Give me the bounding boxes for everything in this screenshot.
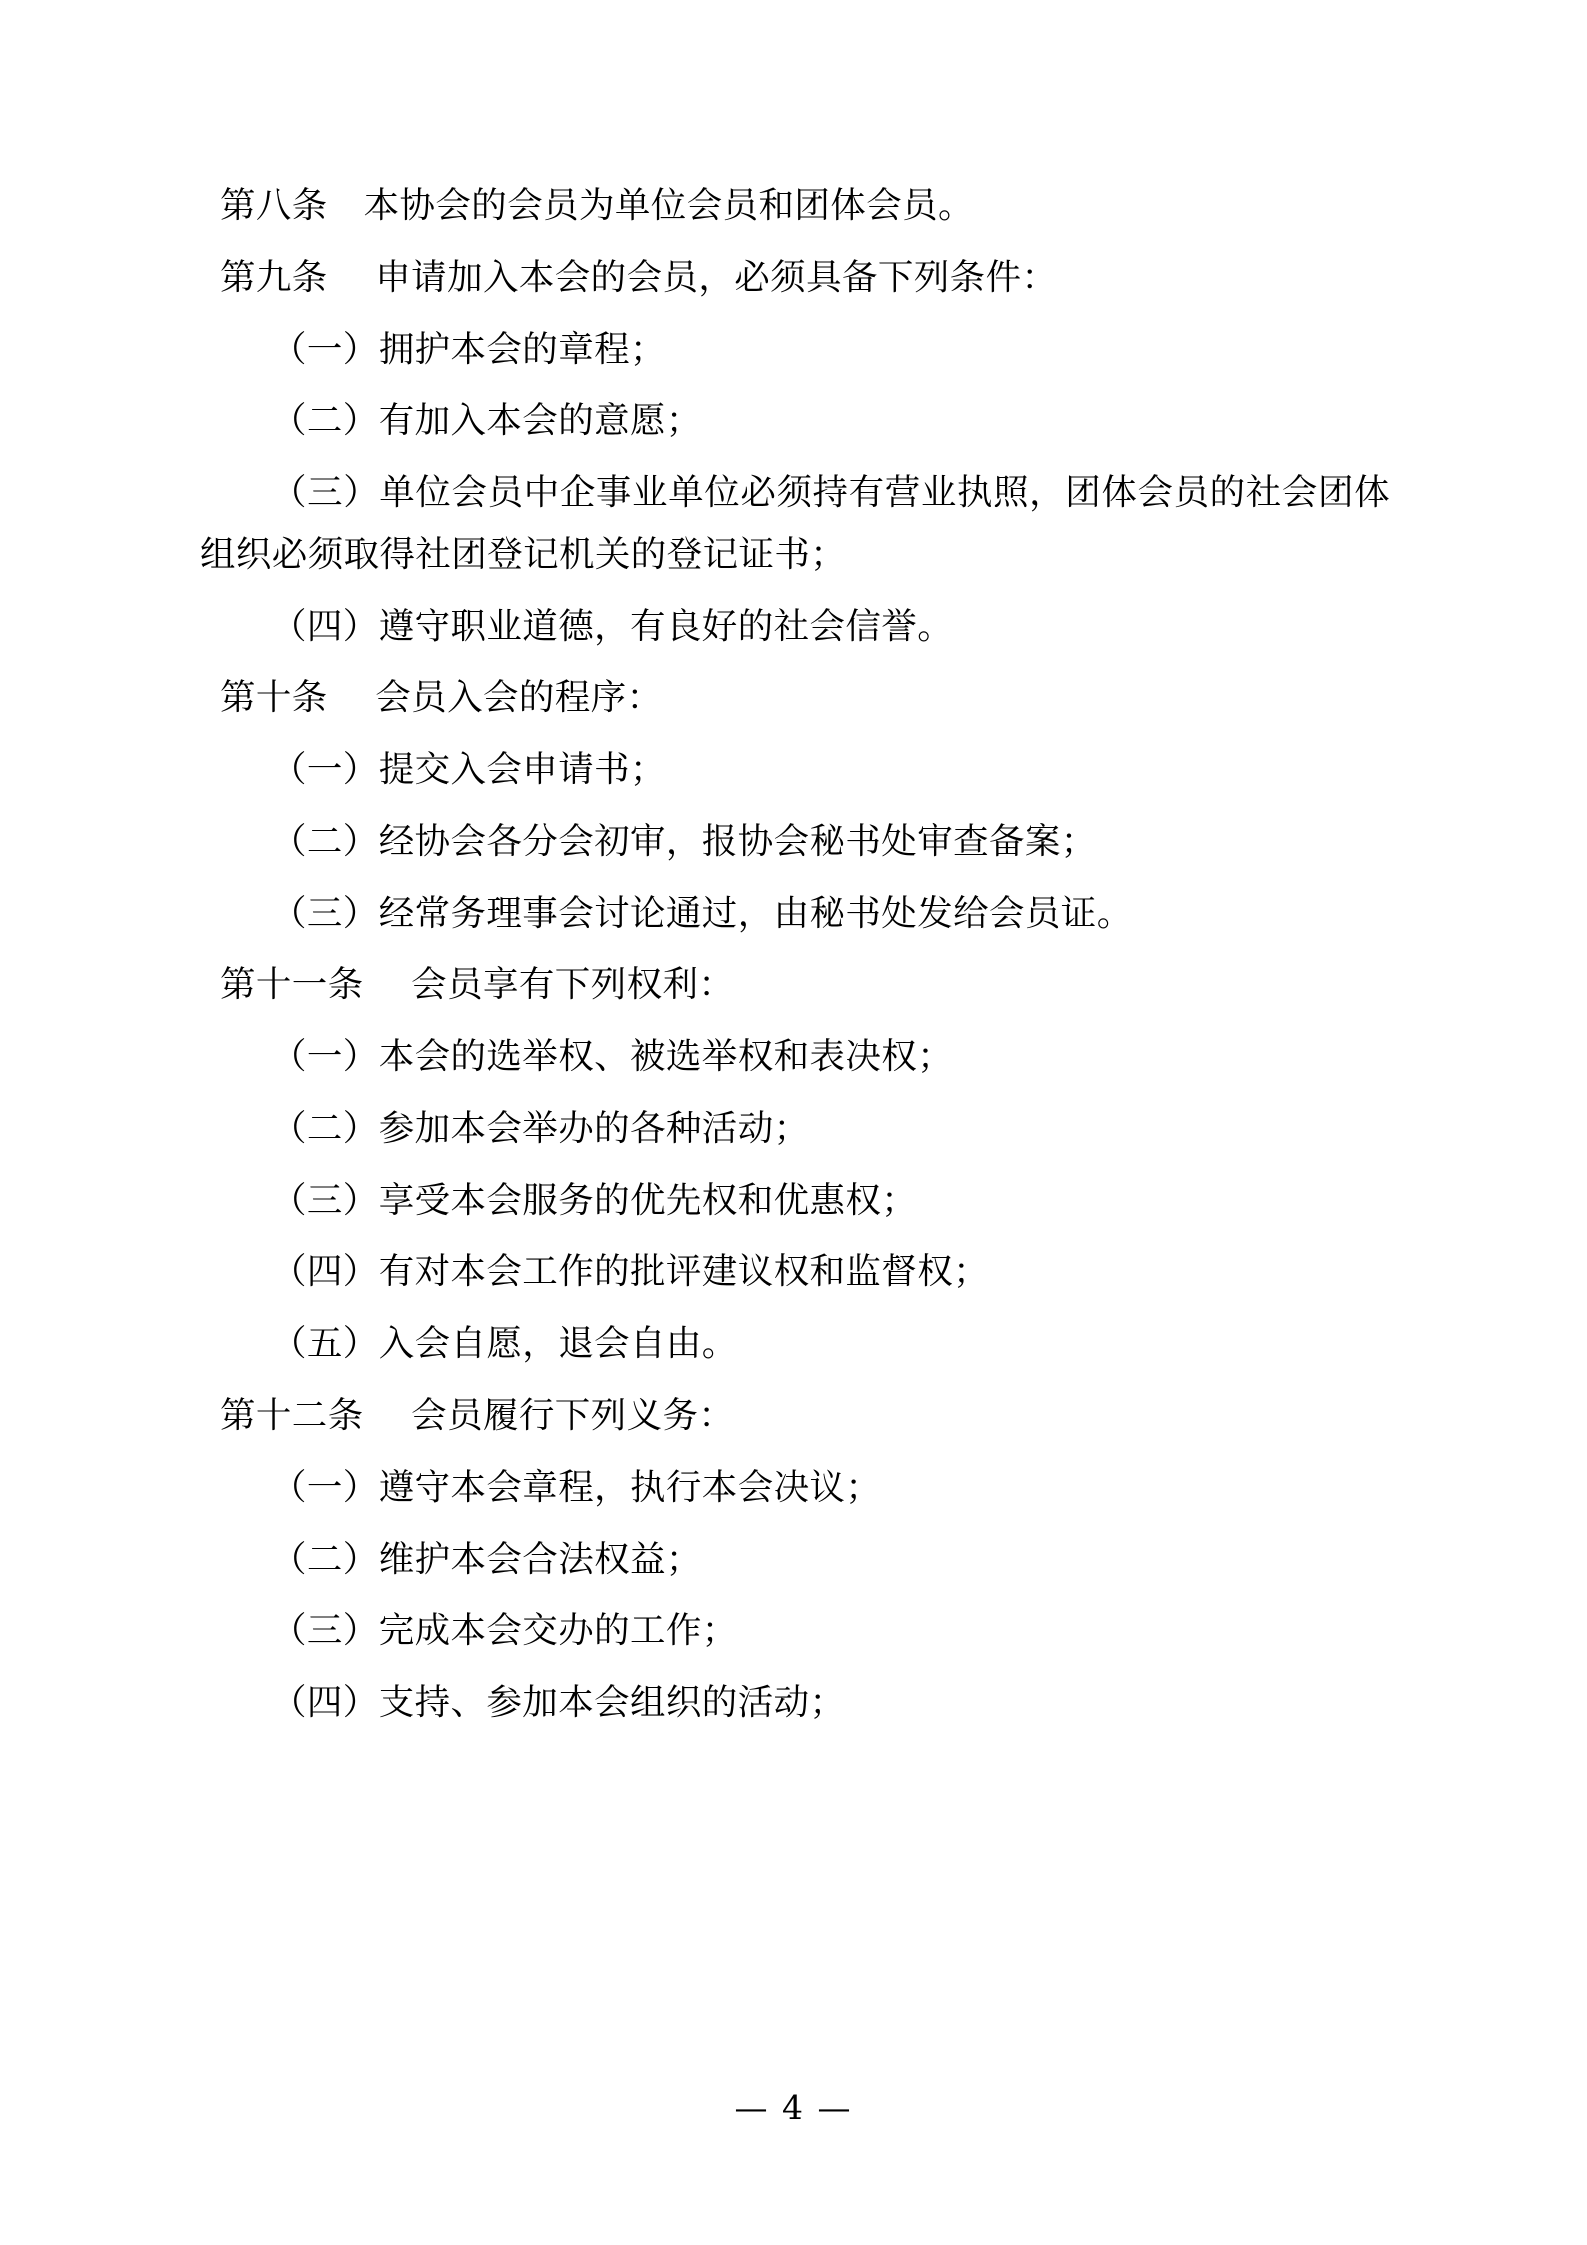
article-10-item-2: （二）经协会各分会初审，报协会秘书处审查备案；: [271, 820, 1097, 862]
article-11-item-2: （二）参加本会举办的各种活动；: [271, 1107, 810, 1149]
document-body: [200, 175, 1390, 1734]
article-9-item-3: （三）单位会员中企事业单位必须持有营业执照，团体会员的社会团体组织必须取得社团登记机关的登记证书；: [200, 472, 1390, 575]
article-12-item-3: （三）完成本会交办的工作；: [271, 1610, 738, 1652]
article-12-item-2: （二）维护本会合法权益；: [271, 1538, 702, 1580]
article-9-item-1: （一）拥护本会的章程；: [271, 328, 666, 370]
article-11: 第十一条 会员享有下列权利：: [220, 964, 735, 1006]
article-12-item-4: （四）支持、参加本会组织的活动；: [271, 1682, 846, 1724]
page-number: — 4 —: [734, 2088, 853, 2127]
article-11-item-3: （三）享受本会服务的优先权和优惠权；: [271, 1179, 918, 1221]
article-9-item-2: （二）有加入本会的意愿；: [271, 400, 702, 442]
article-12-item-1: （一）遵守本会章程，执行本会决议；: [271, 1466, 882, 1508]
article-11-item-4: （四）有对本会工作的批评建议权和监督权；: [271, 1251, 990, 1293]
article-11-item-1: （一）本会的选举权、被选举权和表决权；: [271, 1036, 954, 1078]
article-12: 第十二条 会员履行下列义务：: [220, 1395, 735, 1437]
article-11-item-5: （五）入会自愿，退会自由。: [271, 1323, 738, 1365]
article-10-item-3: （三）经常务理事会讨论通过，由秘书处发给会员证。: [271, 892, 1133, 934]
article-10: 第十条 会员入会的程序：: [220, 677, 663, 719]
article-10-item-1: （一）提交入会申请书；: [271, 749, 666, 791]
article-9-item-4: （四）遵守职业道德，有良好的社会信誉。: [271, 605, 954, 647]
article-8: 第八条 本协会的会员为单位会员和团体会员。: [220, 185, 974, 226]
article-9: 第九条 申请加入本会的会员，必须具备下列条件：: [220, 256, 1058, 298]
